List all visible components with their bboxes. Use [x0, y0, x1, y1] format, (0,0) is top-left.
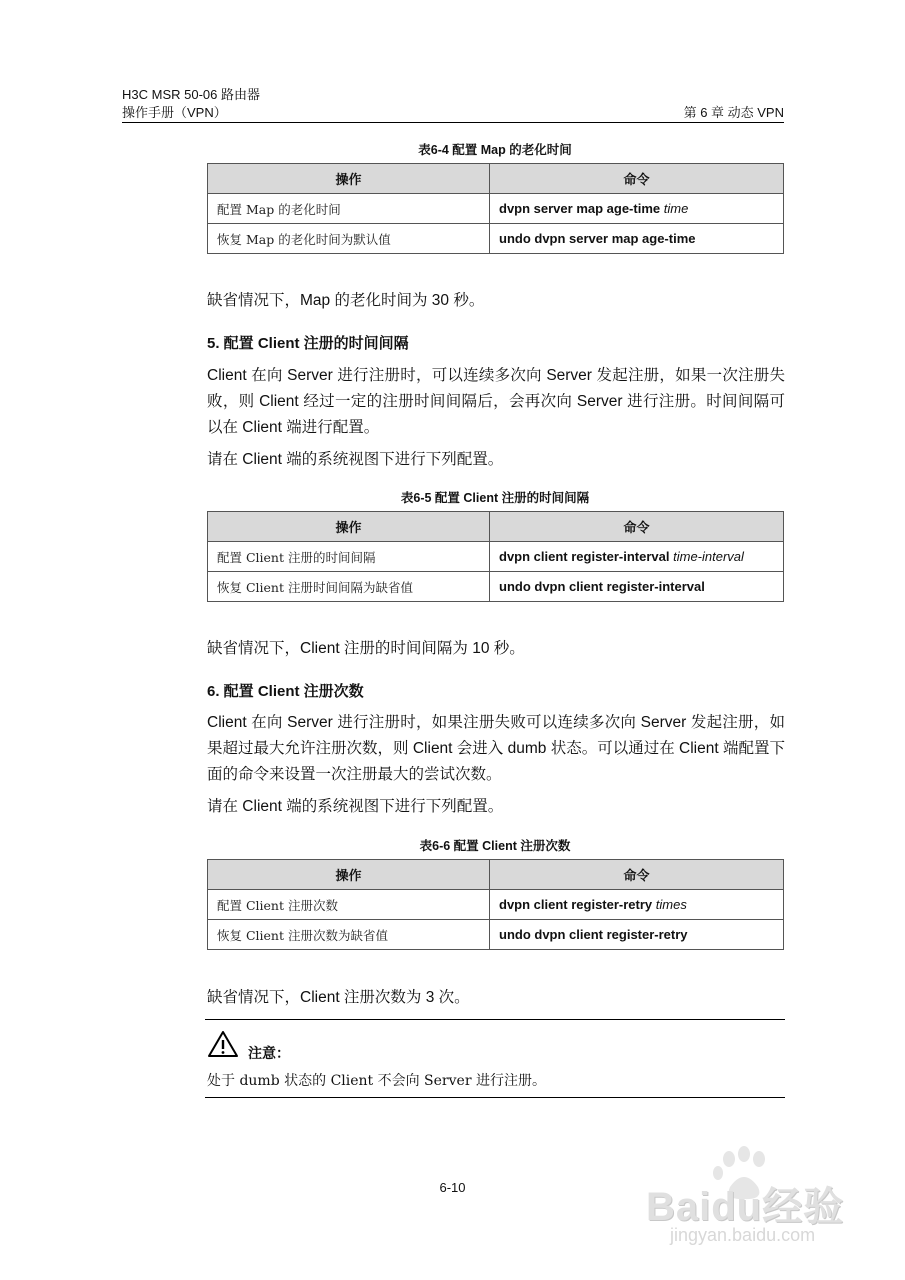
command-argument: times: [655, 897, 687, 912]
table-row: [208, 572, 784, 602]
command-text: undo dvpn client register-interval: [499, 579, 705, 594]
note-title: 注意：: [248, 1045, 290, 1061]
command-cell: [490, 572, 784, 602]
command-text: dvpn client register-retry: [499, 897, 653, 912]
table-row: [208, 890, 784, 920]
command-cell: [490, 920, 784, 950]
default-note: 缺省情况下，Client 注册的时间间隔为 10 秒。: [207, 640, 525, 657]
operation-cell: 配置 Client 注册的时间间隔: [208, 542, 490, 572]
column-header-operation: 操作: [208, 860, 490, 890]
operation-cell: 配置 Map 的老化时间: [208, 194, 490, 224]
table-row: [208, 920, 784, 950]
column-header-command: 命令: [490, 512, 784, 542]
default-note: 缺省情况下，Map 的老化时间为 30 秒。: [207, 292, 485, 309]
operation-cell: 恢复 Client 注册次数为缺省值: [208, 920, 490, 950]
command-cell: [490, 890, 784, 920]
warning-icon: [207, 1030, 239, 1058]
column-header-command: 命令: [490, 164, 784, 194]
operation-cell: 配置 Client 注册次数: [208, 890, 490, 920]
section-body: Client 在向 Server 进行注册时，可以连续多次向 Server 发起注册，如果一次注册失败，则 Client 经过一定的注册时间间隔后，会再次向 Server 进行注册。时间间隔可以在 Client 端进行配置。: [207, 367, 785, 436]
header-divider: [122, 122, 784, 123]
column-header-operation: 操作: [208, 512, 490, 542]
command-argument: time-interval: [673, 549, 744, 564]
note-text: 处于 dumb 状态的 Client 不会向 Server 进行注册。: [207, 1073, 546, 1089]
command-cell: [490, 542, 784, 572]
table-row: [208, 224, 784, 254]
instruction-text: 请在 Client 端的系统视图下进行下列配置。: [207, 451, 504, 468]
column-header-operation: 操作: [208, 164, 490, 194]
operation-cell: 恢复 Map 的老化时间为默认值: [208, 224, 490, 254]
section-heading: 6. 配置 Client 注册次数: [207, 683, 364, 700]
header-manual: 操作手册（VPN）: [122, 105, 227, 120]
section-body: Client 在向 Server 进行注册时，如果注册失败可以连续多次向 Server 发起注册，如果超过最大允许注册次数，则 Client 会进入 dumb 状态。可以通过在 Client 端配置下面的命令来设置一次注册最大的尝试次数。: [207, 714, 785, 783]
default-note: 缺省情况下，Client 注册次数为 3 次。: [207, 989, 470, 1006]
note-bottom-rule: [205, 1097, 785, 1098]
command-text: undo dvpn server map age-time: [499, 231, 696, 246]
command-text: undo dvpn client register-retry: [499, 927, 688, 942]
command-cell: [490, 224, 784, 254]
config-table: [207, 859, 784, 950]
config-table: [207, 163, 784, 254]
table-row: [208, 194, 784, 224]
config-table: [207, 511, 784, 602]
command-text: dvpn client register-interval: [499, 549, 670, 564]
instruction-text: 请在 Client 端的系统视图下进行下列配置。: [207, 798, 504, 815]
table-caption: 表6-6 配置 Client 注册次数: [419, 839, 571, 853]
watermark-url: jingyan.baidu.com: [670, 1225, 816, 1245]
table-caption: 表6-5 配置 Client 注册的时间间隔: [400, 491, 590, 505]
command-cell: [490, 194, 784, 224]
section-heading: 5. 配置 Client 注册的时间间隔: [207, 335, 409, 352]
watermark-brand: Baidu经验: [646, 1185, 845, 1229]
column-header-command: 命令: [490, 860, 784, 890]
table-row: [208, 542, 784, 572]
header-chapter: 第 6 章 动态 VPN: [683, 105, 784, 120]
baidu-watermark: [640, 1145, 870, 1255]
note-top-rule: [205, 1019, 785, 1020]
command-text: dvpn server map age-time: [499, 201, 661, 216]
page-number: 6-10: [439, 1180, 466, 1195]
table-caption: 表6-4 配置 Map 的老化时间: [418, 143, 572, 157]
header-product: H3C MSR 50-06 路由器: [122, 87, 260, 102]
operation-cell: 恢复 Client 注册时间间隔为缺省值: [208, 572, 490, 602]
command-argument: time: [663, 201, 689, 216]
